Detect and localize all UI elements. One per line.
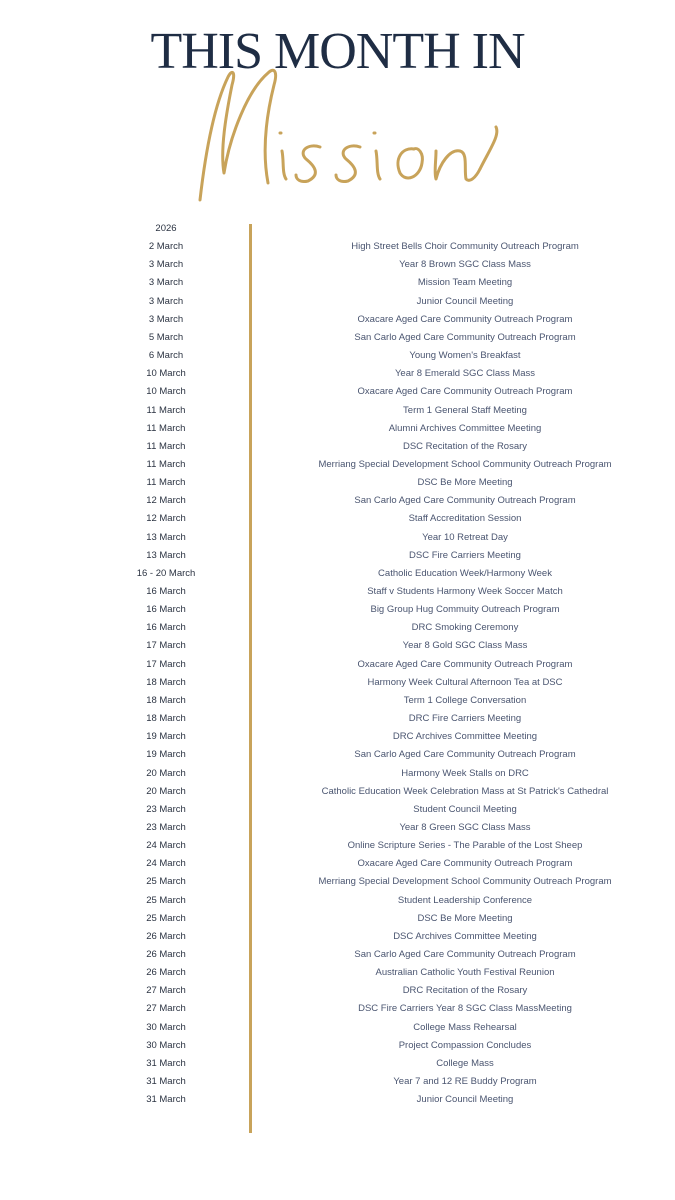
- event-row: [0, 837, 675, 855]
- event-title: DRC Archives Committee Meeting: [392, 731, 538, 743]
- event-date: 30 March: [146, 1039, 186, 1051]
- event-row: [0, 1037, 675, 1055]
- event-date: 27 March: [146, 985, 186, 997]
- event-row: [0, 946, 675, 964]
- event-date: 31 March: [146, 1094, 186, 1106]
- event-date: 13 March: [146, 531, 186, 543]
- event-title: Merriang Special Development School Community Outreach Program: [318, 876, 612, 888]
- event-row: [0, 801, 675, 819]
- event-date: 17 March: [146, 658, 186, 670]
- event-row: [0, 1019, 675, 1037]
- event-row: [0, 492, 675, 510]
- event-title: Oxacare Aged Care Community Outreach Program: [357, 858, 573, 870]
- event-title: Merriang Special Development School Community Outreach Program: [318, 458, 612, 470]
- event-date: 31 March: [146, 1057, 186, 1069]
- event-title: Mission Team Meeting: [417, 277, 513, 289]
- event-date: 16 March: [146, 604, 186, 616]
- event-row: [0, 928, 675, 946]
- event-row: [0, 329, 675, 347]
- event-date: 2 March: [148, 241, 184, 253]
- event-date: 18 March: [146, 713, 186, 725]
- event-date: 23 March: [146, 821, 186, 833]
- event-date: 25 March: [146, 876, 186, 888]
- event-date: 18 March: [146, 676, 186, 688]
- event-date: 26 March: [146, 949, 186, 960]
- event-title: Junior Council Meeting: [416, 295, 514, 307]
- event-row: [0, 583, 675, 601]
- event-date: 19 March: [146, 749, 186, 761]
- event-date: 11 March: [146, 458, 186, 470]
- event-row: [0, 964, 675, 982]
- event-title: DRC Fire Carriers Meeting: [408, 713, 522, 725]
- event-title: San Carlo Aged Care Community Outreach Program: [354, 949, 576, 960]
- event-title: Catholic Education Week Celebration Mass at St Patrick's Cathedral: [321, 785, 609, 797]
- event-row: [0, 347, 675, 365]
- event-date: 11 March: [146, 477, 186, 489]
- event-title: San Carlo Aged Care Community Outreach Program: [354, 331, 576, 343]
- event-row: [0, 855, 675, 873]
- event-row: [0, 982, 675, 1000]
- event-row: [0, 619, 675, 637]
- event-title: DRC Recitation of the Rosary: [402, 985, 528, 997]
- event-date: 12 March: [146, 513, 186, 525]
- event-date: 20 March: [146, 785, 186, 797]
- event-title: College Mass: [436, 1057, 494, 1069]
- event-row: [0, 365, 675, 383]
- event-title: Staff Accreditation Session: [408, 513, 522, 525]
- event-date: 27 March: [146, 1003, 186, 1015]
- event-date: 10 March: [146, 368, 186, 380]
- event-title: DRC Smoking Ceremony: [411, 622, 519, 634]
- event-title: Harmony Week Cultural Afternoon Tea at DSC: [367, 676, 563, 688]
- event-title: Year 8 Green SGC Class Mass: [399, 821, 531, 833]
- event-row: [0, 510, 675, 528]
- event-date: 25 March: [146, 894, 186, 906]
- event-row: [0, 456, 675, 474]
- event-row: [0, 565, 675, 583]
- event-row: [0, 765, 675, 783]
- event-title: Catholic Education Week/Harmony Week: [378, 567, 552, 579]
- event-title: Year 8 Emerald SGC Class Mass: [394, 368, 536, 380]
- page-title: THIS MONTH IN: [150, 23, 525, 80]
- event-date: 30 March: [146, 1021, 186, 1033]
- event-date: 26 March: [146, 930, 186, 942]
- event-title: Australian Catholic Youth Festival Reunion: [375, 967, 555, 979]
- event-date: 13 March: [146, 549, 186, 561]
- event-title: Staff v Students Harmony Week Soccer Match: [367, 586, 563, 597]
- event-date: 31 March: [146, 1076, 186, 1088]
- event-title: San Carlo Aged Care Community Outreach Program: [354, 495, 576, 507]
- event-date: 19 March: [146, 731, 186, 743]
- script-title: [170, 55, 510, 205]
- event-title: Big Group Hug Commuity Outreach Program: [370, 604, 560, 616]
- event-title: College Mass Rehearsal: [413, 1021, 517, 1033]
- event-title: Oxacare Aged Care Community Outreach Program: [357, 386, 573, 398]
- event-date: 11 March: [146, 404, 186, 416]
- event-row: [0, 438, 675, 456]
- event-date: 16 - 20 March: [136, 567, 196, 579]
- event-row: [0, 238, 675, 256]
- event-title: DSC Recitation of the Rosary: [402, 440, 528, 452]
- event-row: [0, 1055, 675, 1073]
- event-title: Oxacare Aged Care Community Outreach Program: [357, 313, 573, 325]
- event-title: Term 1 General Staff Meeting: [403, 404, 527, 416]
- event-title: DSC Be More Meeting: [417, 477, 513, 489]
- event-row: [0, 819, 675, 837]
- event-date: 26 March: [146, 967, 186, 979]
- event-date: 3 March: [148, 295, 184, 307]
- event-date: 11 March: [146, 440, 186, 452]
- event-row: [0, 873, 675, 891]
- event-date: 25 March: [146, 912, 186, 924]
- event-date: 6 March: [148, 350, 184, 362]
- event-date: 3 March: [148, 277, 184, 289]
- event-date: 12 March: [146, 495, 186, 507]
- event-row: [0, 293, 675, 311]
- event-row: [0, 256, 675, 274]
- event-row: [0, 529, 675, 547]
- event-row: [0, 674, 675, 692]
- event-row: [0, 692, 675, 710]
- event-row: [0, 637, 675, 655]
- event-row: [0, 710, 675, 728]
- event-date: 18 March: [146, 694, 186, 706]
- event-title: Oxacare Aged Care Community Outreach Program: [357, 658, 573, 670]
- event-row: [0, 383, 675, 401]
- event-row: [0, 728, 675, 746]
- event-row: [0, 1000, 675, 1018]
- event-title: Project Compassion Concludes: [398, 1039, 532, 1051]
- event-date: 20 March: [146, 767, 186, 779]
- event-title: Year 8 Brown SGC Class Mass: [399, 259, 531, 271]
- event-row: [0, 547, 675, 565]
- event-title: DSC Fire Carriers Year 8 SGC Class MassMeeting: [358, 1003, 572, 1015]
- event-title: Young Women's Breakfast: [409, 350, 521, 362]
- event-row: [0, 1073, 675, 1091]
- event-row: [0, 1091, 675, 1109]
- event-date: 10 March: [146, 386, 186, 398]
- event-title: Junior Council Meeting: [416, 1094, 514, 1106]
- event-date: 24 March: [146, 858, 186, 870]
- event-title: DSC Fire Carriers Meeting: [409, 549, 521, 561]
- event-row: [0, 656, 675, 674]
- event-title: Online Scripture Series - The Parable of the Lost Sheep: [347, 840, 583, 852]
- event-title: Harmony Week Stalls on DRC: [401, 767, 529, 779]
- event-title: Student Leadership Conference: [397, 894, 533, 906]
- event-title: San Carlo Aged Care Community Outreach Program: [354, 749, 576, 761]
- event-row: [0, 892, 675, 910]
- event-date: 3 March: [148, 313, 184, 325]
- event-title: Year 10 Retreat Day: [422, 531, 508, 543]
- event-date: 17 March: [146, 640, 186, 652]
- year-label: 2026: [155, 223, 177, 234]
- event-title: Student Council Meeting: [413, 803, 517, 815]
- event-row: [0, 274, 675, 292]
- event-row: [0, 402, 675, 420]
- event-title: Year 7 and 12 RE Buddy Program: [393, 1076, 537, 1088]
- event-title: Year 8 Gold SGC Class Mass: [402, 640, 528, 652]
- event-title: DSC Archives Committee Meeting: [393, 930, 537, 942]
- event-date: 23 March: [146, 803, 186, 815]
- event-date: 16 March: [146, 622, 186, 634]
- event-row: [0, 601, 675, 619]
- event-row: [0, 783, 675, 801]
- event-title: Term 1 College Conversation: [403, 694, 527, 706]
- event-date: 5 March: [148, 331, 184, 343]
- event-date: 3 March: [148, 259, 184, 271]
- event-title: High Street Bells Choir Community Outreach Program: [351, 241, 579, 253]
- event-title: Alumni Archives Committee Meeting: [388, 422, 542, 434]
- event-title: DSC Be More Meeting: [417, 912, 513, 924]
- event-row: [0, 420, 675, 438]
- event-date: 24 March: [146, 840, 186, 852]
- event-date: 16 March: [146, 586, 186, 597]
- event-row: [0, 746, 675, 764]
- event-row: [0, 474, 675, 492]
- event-row: [0, 311, 675, 329]
- event-date: 11 March: [146, 422, 186, 434]
- event-row: [0, 910, 675, 928]
- mission-script-logo: [170, 55, 510, 205]
